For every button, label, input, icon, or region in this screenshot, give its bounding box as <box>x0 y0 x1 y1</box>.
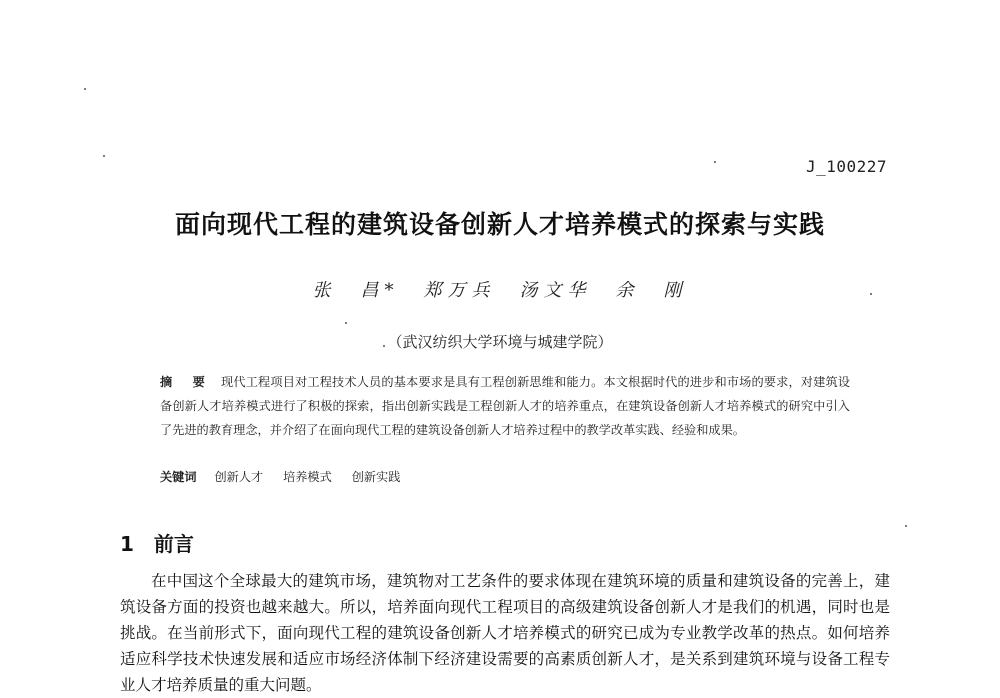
paper-title: 面向现代工程的建筑设备创新人才培养模式的探索与实践 <box>174 210 825 239</box>
author-list: 张 昌* 郑万兵 汤文华 余 刚 <box>312 280 688 301</box>
keyword-item: 创新实践 <box>351 470 401 484</box>
section-title: 前言 <box>153 532 194 556</box>
scan-speck <box>905 525 907 527</box>
keyword-item: 培养模式 <box>283 470 332 484</box>
keywords-label: 关键词 <box>160 470 197 484</box>
scan-speck <box>84 88 86 90</box>
abstract-text: 现代工程项目对工程技术人员的基本要求是具有工程创新思维和能力。本文根据时代的进步和市场的要求，对建筑设备创新人才培养模式进行了积极的探索，指出创新实践是工程创新人才的培养重点，在建筑设备创新人才培养模式的研究中引入了先进的教育理念，并介绍了在面向现代工程的建筑设备创新人才培养过程中的教学改革实践、经验和成果。 <box>160 375 851 437</box>
scan-speck <box>345 322 347 324</box>
paper-id: J_100227 <box>805 157 887 176</box>
abstract <box>160 370 850 442</box>
body-paragraph: 在中国这个全球最大的建筑市场，建筑物对工艺条件的要求体现在建筑环境的质量和建筑设备的完善上，建筑设备方面的投资也越来越大。所以，培养面向现代工程项目的高级建筑设备创新人才是我们的机遇，同时也是挑战。在当前形式下，面向现代工程的建筑设备创新人才培养模式的研究已成为专业教学改革的热点。如何培养适应科学技术快速发展和适应市场经济体制下经济建设需要的高素质创新人才，是关系到建筑环境与设备工程专业人才培养质量的重大问题。 <box>120 572 890 694</box>
keywords <box>160 468 416 485</box>
keyword-item: 创新人才 <box>214 470 264 484</box>
section-number: 1 <box>120 532 134 556</box>
scan-speck <box>103 155 105 157</box>
scan-speck <box>714 161 716 163</box>
affiliation: （武汉纺织大学环境与城建学院） <box>387 333 613 351</box>
section-heading <box>120 528 194 557</box>
abstract-label: 摘 要 <box>160 375 210 389</box>
